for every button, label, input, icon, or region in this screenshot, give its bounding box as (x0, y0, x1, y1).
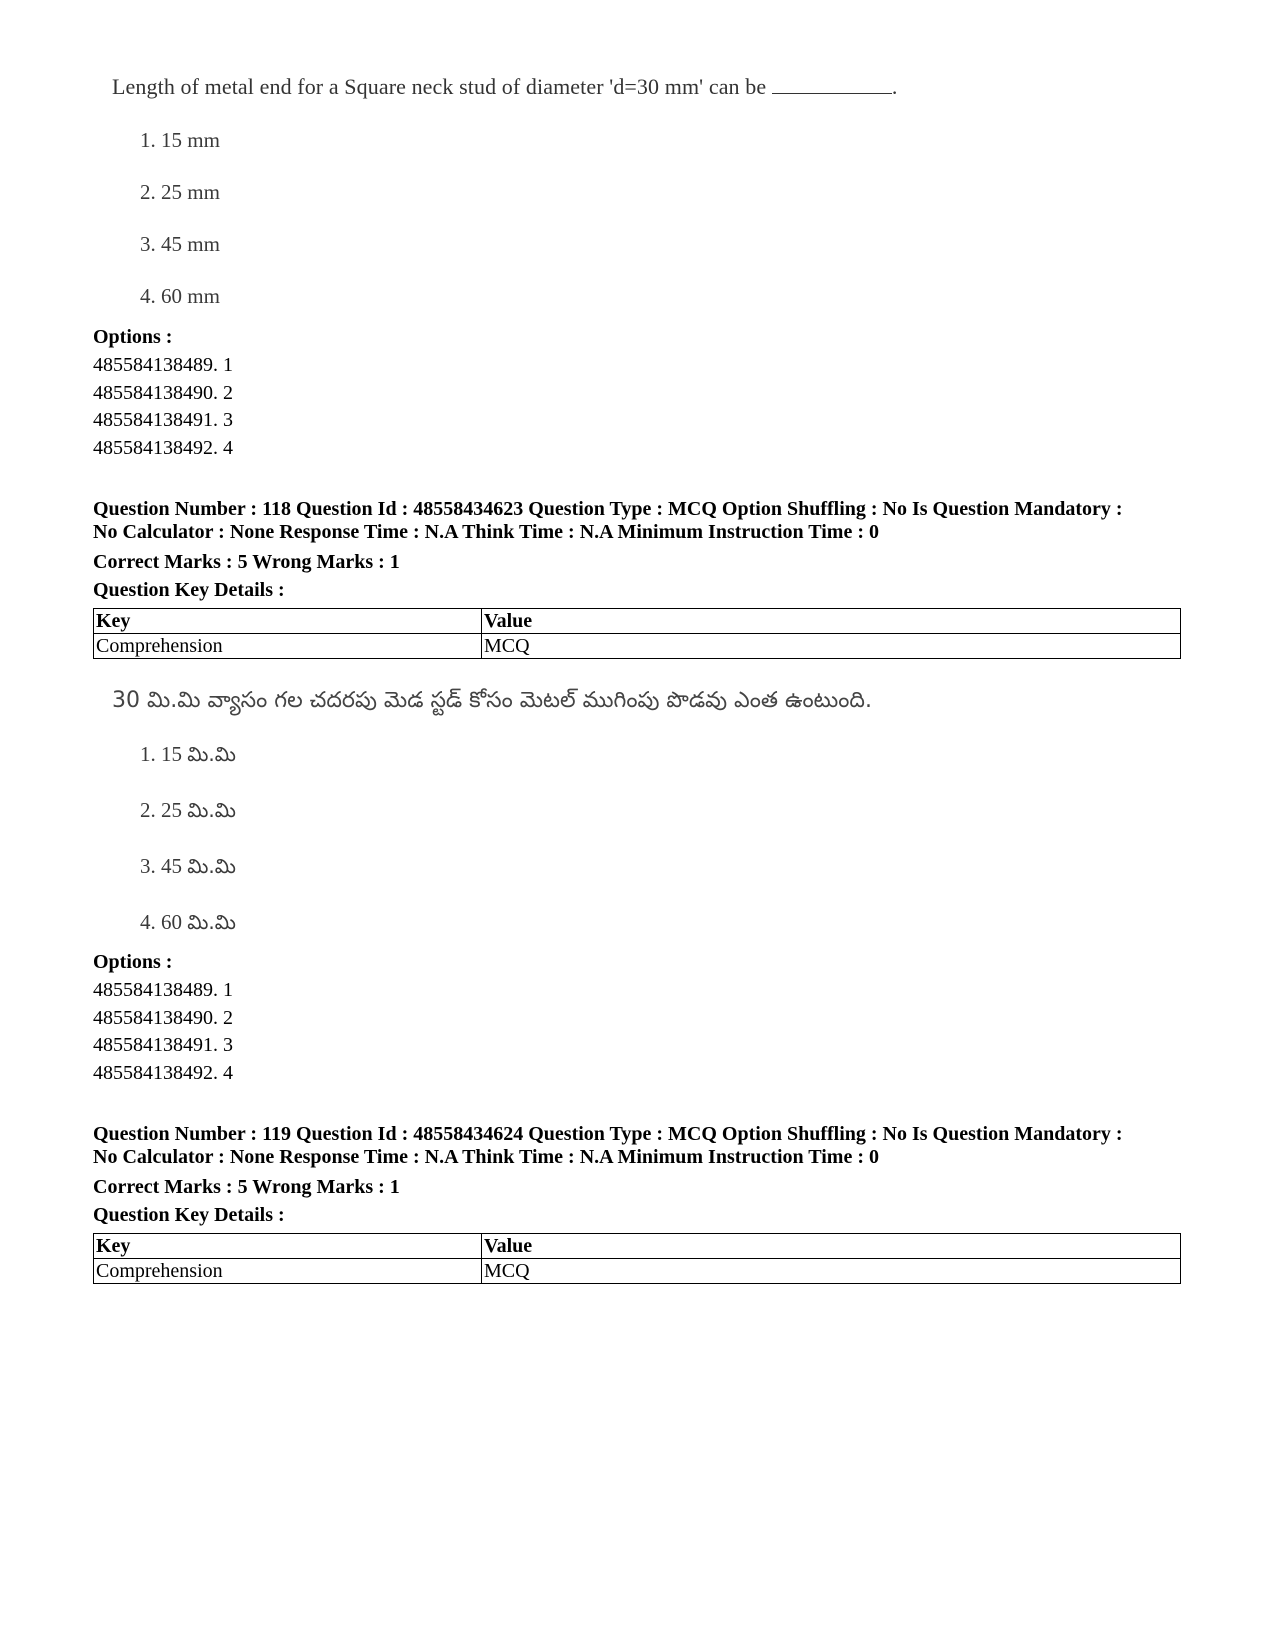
choice-3-telugu (140, 854, 236, 883)
choice-number: 2. 25 (140, 798, 182, 822)
question-stem-telugu: 30 మి.మి వ్యాసం గల చదరపు మెడ స్టడ్ కోసం మెటల్ ముగింపు పొడవు ఎంత ఉంటుంది. (112, 688, 872, 713)
question-stem-english (112, 74, 897, 100)
table-header-row (94, 609, 1181, 634)
table-header-value: Value (482, 609, 1181, 634)
option-id-line: 485584138491. 3 (93, 409, 233, 431)
option-id-line: 485584138489. 1 (93, 979, 233, 1001)
table-row (94, 1259, 1181, 1284)
option-id-line: 485584138492. 4 (93, 437, 233, 459)
question-meta-line: Question Number : 119 Question Id : 48558434624 Question Type : MCQ Option Shuffling : No Is Question Mandatory : (93, 1123, 1123, 1145)
table-header-key: Key (94, 609, 482, 634)
table-header-key: Key (94, 1234, 482, 1259)
choice-4: 4. 60 mm (140, 284, 220, 308)
table-cell-value: MCQ (482, 1259, 1181, 1284)
choice-4-telugu (140, 910, 236, 939)
options-label: Options : (93, 951, 173, 973)
table-cell-key: Comprehension (94, 1259, 482, 1284)
choice-1: 1. 15 mm (140, 128, 220, 152)
choice-number: 3. 45 (140, 854, 182, 878)
question-meta (93, 1123, 1193, 1169)
option-id-line: 485584138491. 3 (93, 1034, 233, 1056)
question-stem-text: Length of metal end for a Square neck stud of diameter 'd=30 mm' can be (112, 74, 767, 99)
choice-1-telugu (140, 742, 236, 771)
question-key-table (93, 1233, 1181, 1284)
option-id-line: 485584138490. 2 (93, 382, 233, 404)
question-key-table (93, 608, 1181, 659)
question-meta-line: Question Number : 118 Question Id : 48558434623 Question Type : MCQ Option Shuffling : No Is Question Mandatory : (93, 498, 1123, 520)
option-id-line: 485584138489. 1 (93, 354, 233, 376)
choice-3: 3. 45 mm (140, 232, 220, 256)
choice-2: 2. 25 mm (140, 180, 220, 204)
table-cell-key: Comprehension (94, 634, 482, 659)
key-details-label: Question Key Details : (93, 579, 285, 601)
marks-line: Correct Marks : 5 Wrong Marks : 1 (93, 551, 400, 573)
choice-number: 4. 60 (140, 910, 182, 934)
question-meta-line: No Calculator : None Response Time : N.A Think Time : N.A Minimum Instruction Time : 0 (93, 521, 879, 543)
choice-unit: మి.మి (187, 798, 236, 822)
options-label: Options : (93, 326, 173, 348)
question-meta (93, 498, 1193, 544)
choice-number: 1. 15 (140, 742, 182, 766)
choice-2-telugu (140, 798, 236, 827)
table-header-value: Value (482, 1234, 1181, 1259)
option-id-line: 485584138492. 4 (93, 1062, 233, 1084)
question-meta-line: No Calculator : None Response Time : N.A Think Time : N.A Minimum Instruction Time : 0 (93, 1146, 879, 1168)
choice-unit: మి.మి (187, 910, 236, 934)
table-header-row (94, 1234, 1181, 1259)
marks-line: Correct Marks : 5 Wrong Marks : 1 (93, 1176, 400, 1198)
choice-unit: మి.మి (187, 854, 236, 878)
table-row (94, 634, 1181, 659)
option-id-line: 485584138490. 2 (93, 1007, 233, 1029)
answer-blank (772, 75, 892, 94)
table-cell-value: MCQ (482, 634, 1181, 659)
question-stem-suffix: . (891, 74, 898, 99)
choice-unit: మి.మి (187, 742, 236, 766)
key-details-label: Question Key Details : (93, 1204, 285, 1226)
